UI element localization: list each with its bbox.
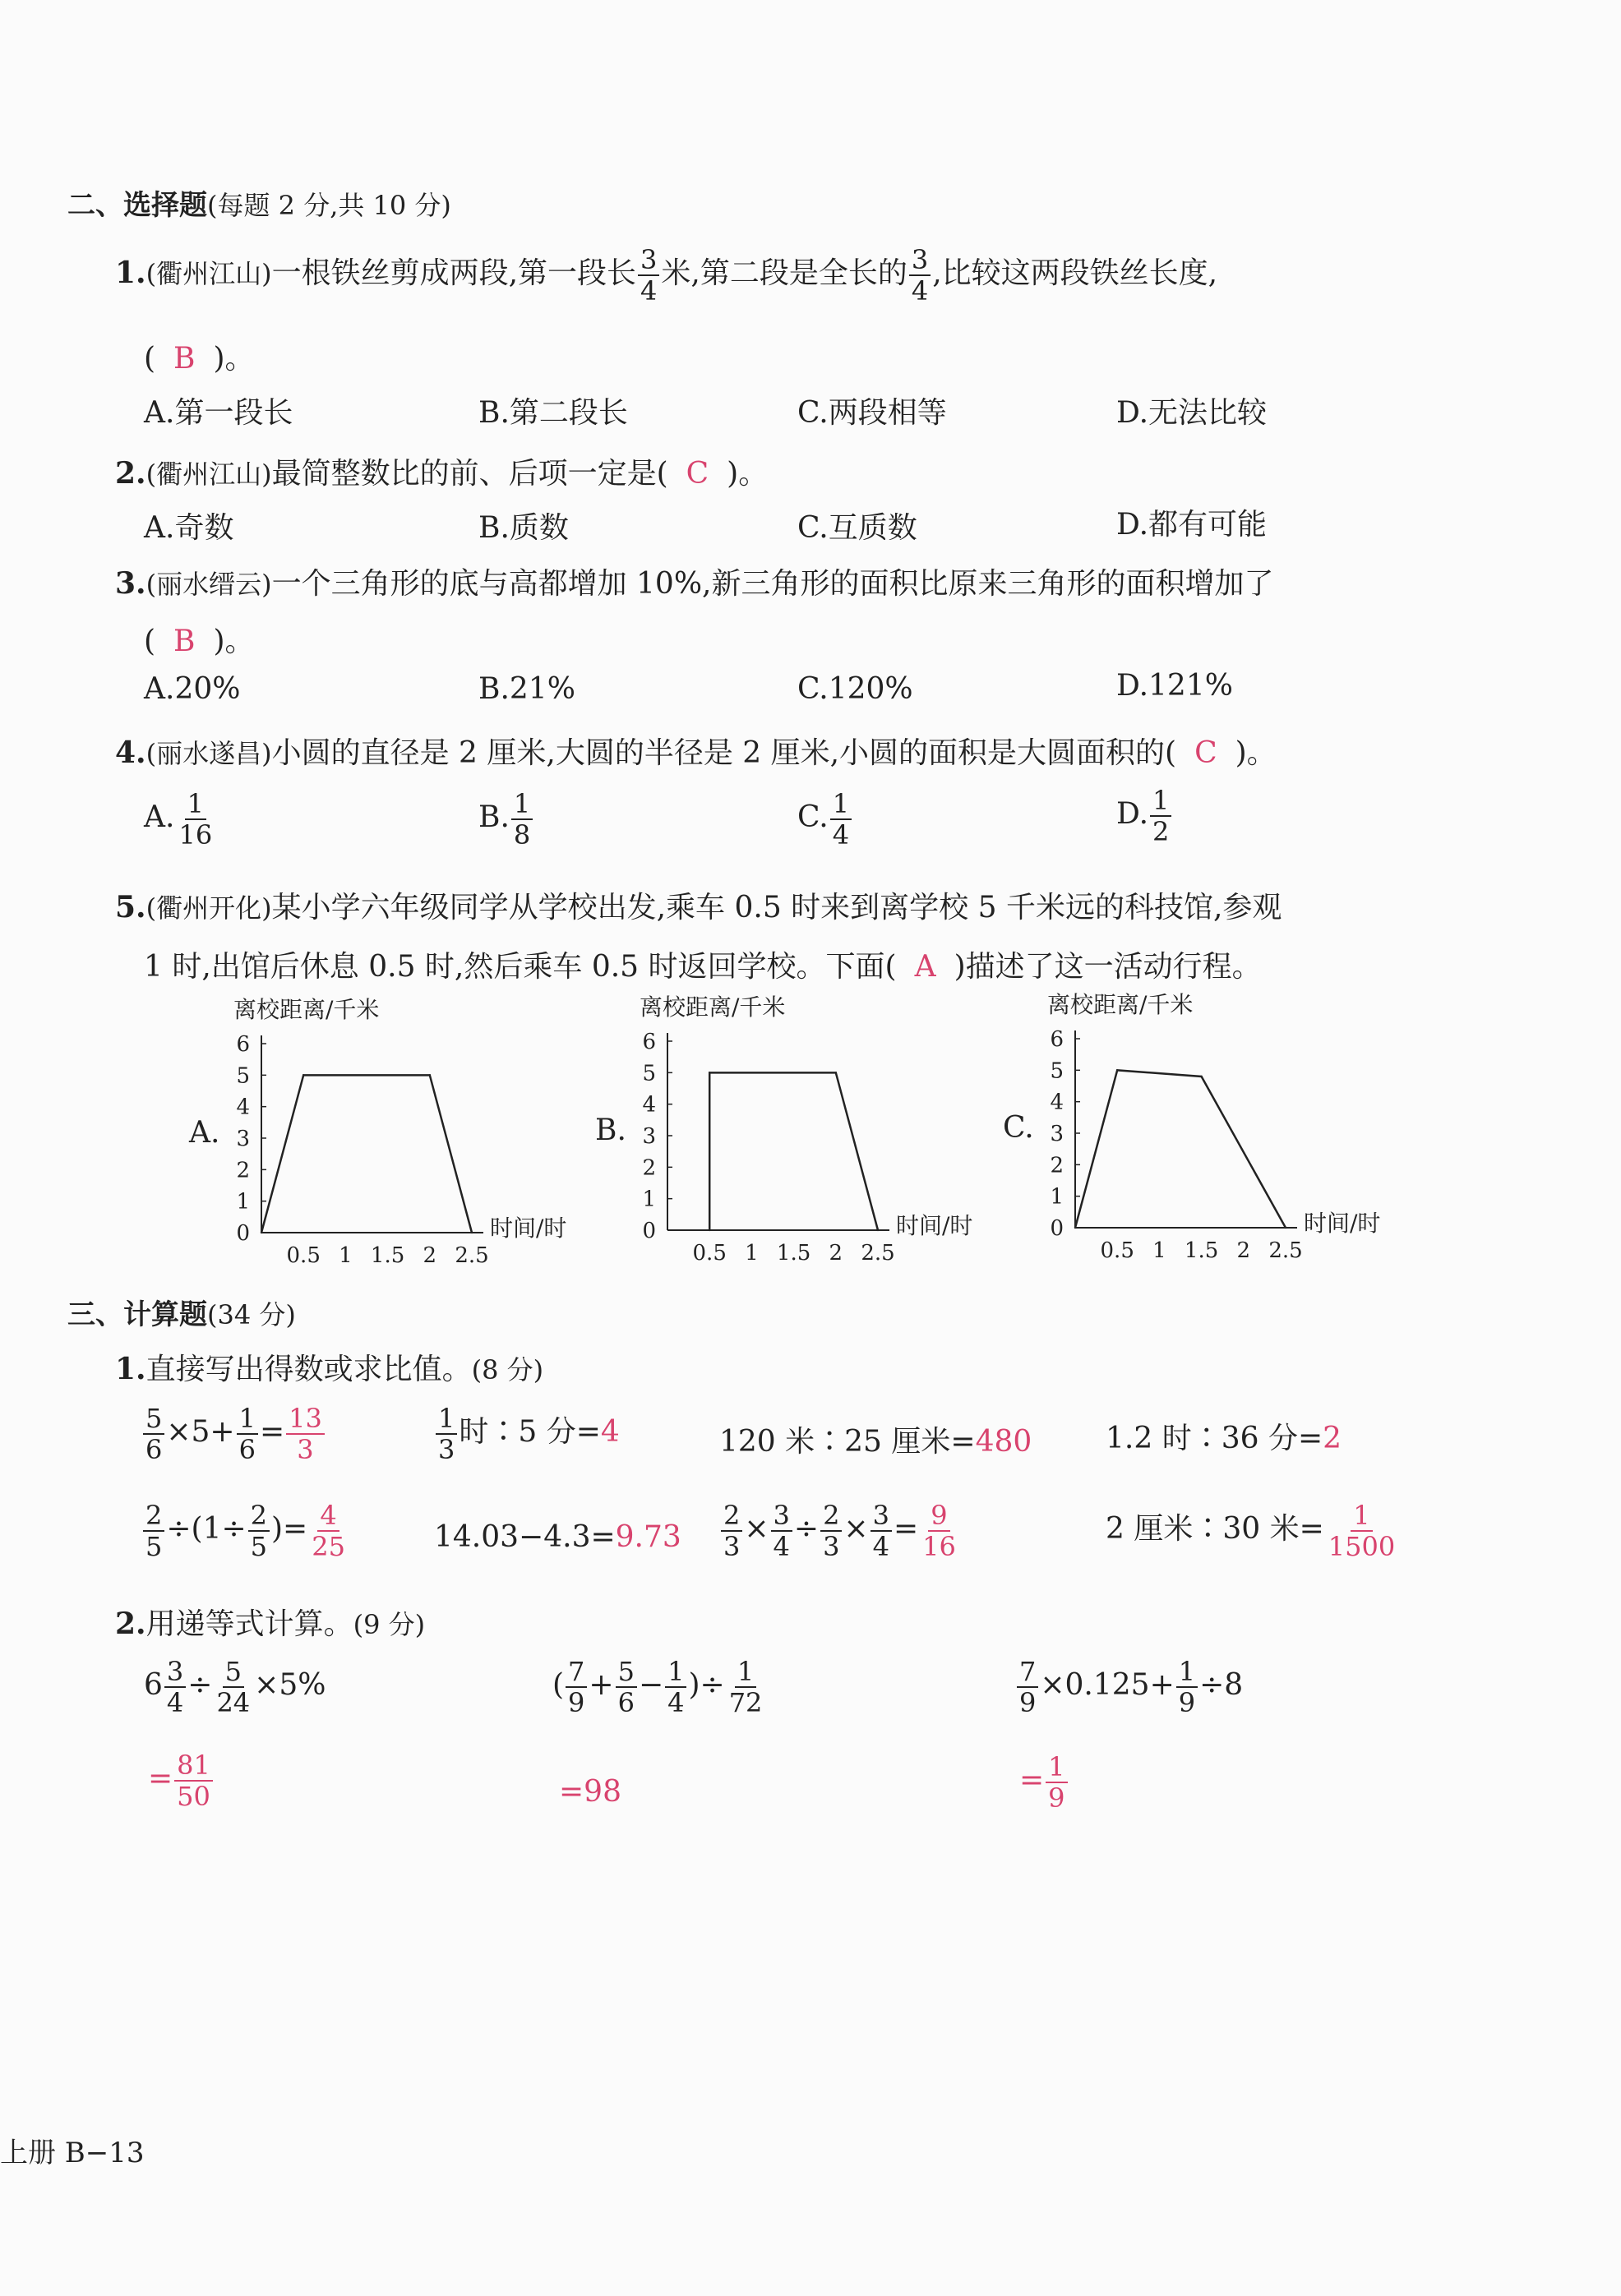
chart-y-tick-label: 1 <box>236 1189 250 1215</box>
expr-3-answer: = $\frac{1}{9}$ <box>1019 1754 1069 1811</box>
q1-fraction-1: $\frac{3}{4}$ <box>638 247 659 304</box>
chart-x-tick-label: 2.5 <box>1268 1238 1303 1263</box>
chart-y-tick-label: 5 <box>642 1061 656 1086</box>
question-2: 2.(衢州江山)最简整数比的前、后项一定是( C )。 <box>115 456 769 491</box>
chart-x-tick-label: 2.5 <box>861 1241 895 1266</box>
q4-answer: C <box>1194 736 1217 770</box>
calc-r2c4-answer: $\frac{1}{1500}$ <box>1328 1500 1396 1562</box>
chart-x-tick-label: 1.5 <box>776 1241 811 1266</box>
chart-y-tick-label: 4 <box>1050 1090 1064 1115</box>
calc-r1c1: $\frac{5}{6}$ ×5+ $\frac{1}{6}$ = $\frac{13}{3}$ <box>141 1405 326 1463</box>
calc-r1c1-answer: $\frac{13}{3}$ <box>286 1405 325 1463</box>
chart-data-point <box>1200 1076 1202 1077</box>
calc-r2c2: 14.03−4.3=9.73 <box>434 1520 681 1554</box>
expr-1: 6 $\frac{3}{4}$ ÷ $\frac{5}{24}$ ×5% <box>144 1656 326 1718</box>
section3-heading: 三、计算题(34 分) <box>67 1298 296 1331</box>
chart-x-axis-label: 时间/时 <box>896 1212 973 1239</box>
q2-option-d: D.都有可能 <box>1116 508 1268 542</box>
chart-y-tick-label: 0 <box>642 1219 656 1243</box>
chart-data-point <box>709 1229 710 1231</box>
question-4: 4.(丽水遂昌)小圆的直径是 2 厘米,大圆的半径是 2 厘米,小圆的面积是大圆面积的( C )。 <box>115 735 1277 770</box>
q4-option-c: C. $\frac{1}{4}$ <box>797 791 853 848</box>
calc-r1c4: 1.2 时∶36 分=2 <box>1106 1422 1342 1455</box>
section2-title: 二、选择题 <box>67 189 207 222</box>
q1-number: 1. <box>115 256 146 290</box>
chart-series-line <box>1075 1070 1286 1228</box>
chart-y-tick-label: 3 <box>236 1127 250 1151</box>
chart-y-tick-label: 2 <box>642 1155 656 1181</box>
chart-y-tick-label: 4 <box>642 1092 656 1118</box>
q1-option-a: A.第一段长 <box>144 396 293 430</box>
chart-data-point <box>709 1072 710 1073</box>
calc-r2c1-answer: $\frac{4}{25}$ <box>312 1500 345 1562</box>
chart-data-point <box>1285 1227 1286 1229</box>
expr-3: $\frac{7}{9}$ ×0.125+ $\frac{1}{9}$ ÷8 <box>1015 1658 1243 1716</box>
q1-source: (衢州江山) <box>145 258 272 289</box>
chart-y-tick-label: 3 <box>642 1124 656 1149</box>
chart-y-axis-label: 离校距离/千米 <box>233 996 380 1023</box>
q3-option-c: C.120% <box>797 672 913 706</box>
q3-answer: B <box>173 625 196 658</box>
chart-x-tick-label: 2.5 <box>455 1243 489 1268</box>
chart-y-tick-label: 2 <box>236 1158 250 1183</box>
chart-y-tick-label: 1 <box>1050 1184 1064 1210</box>
chart-y-tick-label: 1 <box>642 1187 656 1212</box>
chart-y-axis-label: 离校距离/千米 <box>1047 991 1194 1018</box>
chart-x-tick-label: 1.5 <box>370 1243 405 1268</box>
q4-option-d: D. $\frac{1}{2}$ <box>1116 787 1173 845</box>
q1-option-d: D.无法比较 <box>1116 396 1268 430</box>
q2-option-c: C.互质数 <box>797 511 917 545</box>
chart-x-tick-label: 1.5 <box>1184 1238 1219 1263</box>
chart-x-tick-label: 0.5 <box>1100 1238 1134 1263</box>
chart-x-tick-label: 0.5 <box>692 1241 727 1266</box>
expr-1-answer: = $\frac{81}{50}$ <box>148 1752 215 1810</box>
calc-r1c3-answer: 480 <box>975 1425 1032 1459</box>
question-3: 3.(丽水缙云)一个三角形的底与高都增加 10%,新三角形的面积比原来三角形的面积增加了 <box>115 566 1274 601</box>
chart-data-point <box>261 1232 262 1233</box>
chart-x-tick-label: 2 <box>1236 1238 1251 1263</box>
chart-y-tick-label: 6 <box>236 1032 250 1057</box>
q5-answer: A <box>914 950 936 984</box>
chart-x-tick-label: 2 <box>423 1243 437 1268</box>
q1-fraction-2: $\frac{3}{4}$ <box>909 247 931 304</box>
chart-y-tick-label: 3 <box>1050 1122 1064 1146</box>
chart-y-tick-label: 6 <box>1050 1027 1064 1052</box>
section2-note: (每题 2 分,共 10 分) <box>207 190 451 221</box>
section2-heading <box>67 182 451 223</box>
q1-answer-line: ( B )。 <box>144 342 255 376</box>
chart-y-tick-label: 2 <box>1050 1153 1064 1178</box>
q3-option-b: B.21% <box>478 672 575 706</box>
chart-x-tick-label: 0.5 <box>286 1243 321 1268</box>
chart-y-tick-label: 0 <box>236 1221 250 1246</box>
expr-2: ( $\frac{7}{9}$ + $\frac{5}{6}$ − $\frac{1}{4}$ )÷ $\frac{1}{72}$ <box>552 1656 763 1718</box>
q2-answer: C <box>686 457 709 491</box>
chart-b <box>589 992 1016 1271</box>
q2-option-b: B.质数 <box>478 511 569 545</box>
calc-r1c2: $\frac{1}{3}$ 时∶5 分=4 <box>434 1405 620 1463</box>
chart-data-point <box>1074 1227 1076 1229</box>
question-1 <box>115 244 1218 307</box>
q1-option-c: C.两段相等 <box>797 396 947 430</box>
chart-x-tick-label: 2 <box>829 1241 843 1266</box>
problem-2-title: 2.用递等式计算。(9 分) <box>115 1607 426 1641</box>
chart-y-tick-label: 5 <box>1050 1058 1064 1084</box>
page-footer: 上册 B−13 <box>0 2137 145 2169</box>
chart-option-label: A. <box>189 1116 220 1150</box>
q3-option-a: A.20% <box>144 672 241 706</box>
chart-data-point <box>302 1074 304 1076</box>
q1-answer: B <box>173 342 196 376</box>
calc-r2c2-answer: 9.73 <box>615 1520 681 1554</box>
q1-text-b: 米,第二段是全长的 <box>661 256 907 290</box>
chart-c <box>996 989 1424 1269</box>
question-5: 5.(衢州开化)某小学六年级同学从学校出发,乘车 0.5 时来到离学校 5 千米远的科技馆,参观 <box>115 890 1282 924</box>
q3-option-d: D.121% <box>1116 669 1233 703</box>
chart-data-point <box>471 1232 473 1233</box>
calc-r2c3: $\frac{2}{3}$ × $\frac{3}{4}$ ÷ $\frac{2}{3}$ × $\frac{3}{4}$ = $\frac{9}{16}$ <box>719 1502 960 1560</box>
chart-data-point <box>429 1074 431 1076</box>
chart-x-axis-label: 时间/时 <box>490 1215 567 1242</box>
calc-r2c1: $\frac{2}{5}$ ÷(1÷ $\frac{2}{5}$ )= $\frac{4}{25}$ <box>141 1502 349 1560</box>
chart-a <box>182 994 610 1274</box>
q2-option-a: A.奇数 <box>144 511 234 545</box>
chart-y-tick-label: 0 <box>1050 1216 1064 1241</box>
question-5-line2: 1 时,出馆后休息 0.5 时,然后乘车 0.5 时返回学校。下面( A )描述了这一活动行程。 <box>144 950 1262 984</box>
q4-option-a: A. $\frac{1}{16}$ <box>144 788 213 851</box>
q1-text-c: ,比较这两段铁丝长度, <box>932 256 1218 290</box>
chart-x-tick-label: 1 <box>1152 1238 1166 1263</box>
chart-data-point <box>877 1229 879 1231</box>
expr-2-answer: =98 <box>559 1775 621 1809</box>
calc-r1c2-answer: 4 <box>600 1415 620 1449</box>
q3-answer-line: ( B )。 <box>144 625 255 658</box>
chart-y-tick-label: 4 <box>236 1095 250 1120</box>
chart-data-point <box>1116 1069 1118 1071</box>
chart-series-line <box>261 1075 472 1233</box>
problem-1-title: 1.直接写出得数或求比值。(8 分) <box>115 1352 544 1386</box>
chart-x-tick-label: 1 <box>745 1241 759 1266</box>
calc-r2c3-answer: $\frac{9}{16}$ <box>922 1500 956 1562</box>
chart-y-axis-label: 离校距离/千米 <box>640 994 786 1021</box>
chart-y-tick-label: 6 <box>642 1030 656 1054</box>
chart-option-label: C. <box>1003 1111 1034 1145</box>
chart-x-tick-label: 1 <box>339 1243 353 1268</box>
q1-option-b: B.第二段长 <box>478 396 628 430</box>
calc-r2c4: 2 厘米∶30 米= $\frac{1}{1500}$ <box>1106 1502 1399 1560</box>
chart-x-axis-label: 时间/时 <box>1304 1210 1381 1237</box>
chart-y-tick-label: 5 <box>236 1063 250 1089</box>
chart-series-line <box>709 1072 878 1230</box>
calc-r1c3: 120 米∶25 厘米=480 <box>719 1425 1032 1459</box>
chart-data-point <box>835 1072 837 1073</box>
q4-option-b: B. $\frac{1}{8}$ <box>478 791 534 848</box>
calc-r1c4-answer: 2 <box>1323 1422 1342 1455</box>
q1-text-a: 一根铁丝剪成两段,第一段长 <box>271 256 637 290</box>
chart-option-label: B. <box>595 1113 626 1147</box>
